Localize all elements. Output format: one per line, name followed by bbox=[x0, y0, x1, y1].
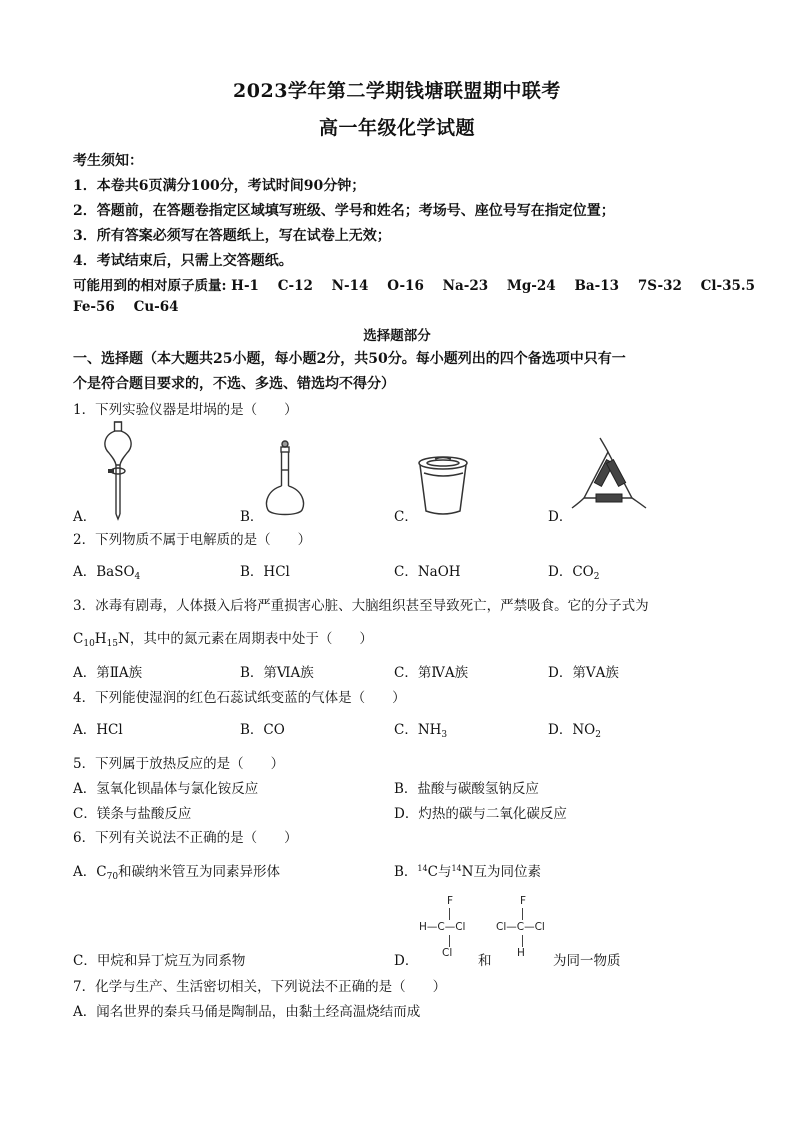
molecule2-bottom-atom: H bbox=[517, 947, 525, 959]
molecule1-middle-row: H—C—Cl bbox=[419, 921, 466, 933]
molecule2-top-atom: F bbox=[519, 895, 527, 907]
q5-option-b: B．盐酸与碳酸氢钠反应 bbox=[394, 781, 539, 797]
q6-option-c: C．甲烷和异丁烷互为同系物 bbox=[73, 953, 246, 969]
q4-option-d: D．$NO_2$ bbox=[548, 722, 601, 740]
q3-option-b: B．第ⅥA族 bbox=[240, 665, 314, 681]
molecule2-bottom-bond bbox=[522, 935, 523, 947]
notice-item-2: 2．答题前，在答题卷指定区域填写班级、学号和姓名；考场号、座位号写在指定位置； bbox=[73, 203, 615, 219]
q1-option-a: A． bbox=[73, 509, 97, 525]
section-intro-line1: 一、选择题（本大题共25小题，每小题2分，共50分。每小题列出的四个备选项中只有一 bbox=[73, 351, 626, 367]
q1-option-d: D． bbox=[548, 509, 573, 525]
q6-stem: 6．下列有关说法不正确的是（ ） bbox=[73, 830, 298, 846]
q2-option-a: A．BaSO$_4$ bbox=[73, 564, 141, 582]
q2-option-c: C．NaOH bbox=[394, 564, 461, 580]
molecule1-top-bond bbox=[449, 908, 450, 920]
q3-option-a: A．第ⅡA族 bbox=[73, 665, 143, 681]
molecule1-top-atom: F bbox=[446, 895, 454, 907]
separatory-funnel-image bbox=[98, 420, 138, 520]
q3-option-c: C．第ⅣA族 bbox=[394, 665, 469, 681]
q4-option-c: C．$NH_3$ bbox=[394, 722, 448, 740]
q5-option-d: D．灼热的碳与二氧化碳反应 bbox=[394, 806, 567, 822]
q2-option-d: D．$CO_2$ bbox=[548, 564, 600, 582]
q5-option-c: C．镁条与盐酸反应 bbox=[73, 806, 192, 822]
molecule1-bottom-bond bbox=[449, 935, 450, 947]
exam-title: 2023学年第二学期钱塘联盟期中联考 bbox=[233, 80, 561, 102]
q3-option-d: D．第ⅤA族 bbox=[548, 665, 619, 681]
q4-stem: 4．下列能使湿润的红色石蕊试纸变蓝的气体是（ ） bbox=[73, 690, 406, 706]
q2-option-b: B．HCl bbox=[240, 564, 290, 580]
molecule2-middle-row: Cl—C—Cl bbox=[496, 921, 545, 933]
q4-option-b: B．CO bbox=[240, 722, 285, 738]
notice-item-3: 3．所有答案必须写在答题纸上，写在试卷上无效； bbox=[73, 228, 391, 244]
molecule2-top-bond bbox=[522, 908, 523, 920]
atomic-masses-line2: Fe-56 Cu-64 bbox=[73, 299, 179, 315]
q6-option-d-tail: 为同一物质 bbox=[553, 953, 621, 969]
notice-item-1: 1．本卷共6页满分100分，考试时间90分钟； bbox=[73, 178, 366, 194]
q6-and: 和 bbox=[478, 953, 492, 969]
clay-triangle-image bbox=[566, 438, 650, 514]
q7-stem: 7．化学与生产、生活密切相关，下列说法不正确的是（ ） bbox=[73, 979, 447, 995]
notice-item-4: 4．考试结束后，只需上交答题纸。 bbox=[73, 253, 293, 269]
q5-option-a: A．氢氧化钡晶体与氯化铵反应 bbox=[73, 781, 259, 797]
q3-stem: 3．冰毒有剧毒，人体摄入后将严重损害心脏、大脑组织甚至导致死亡，严禁吸食。它的分子式为 bbox=[73, 598, 649, 614]
notice-heading: 考生须知： bbox=[73, 153, 143, 169]
crucible-image bbox=[416, 455, 470, 517]
section-intro-line2: 个是符合题目要求的，不选、多选、错选均不得分） bbox=[73, 376, 395, 392]
atomic-masses-line1: 可能用到的相对原子质量: H-1 C-12 N-14 O-16 Na-23 Mg-24 Ba-13 7S-32 Cl-35.5 bbox=[73, 278, 756, 294]
q7-option-a: A．闻名世界的秦兵马俑是陶制品，由黏土经高温烧结而成 bbox=[73, 1004, 421, 1020]
molecule1-bottom-atom: Cl bbox=[442, 947, 453, 959]
q6-option-a: A．$C_{70}$和碳纳米管互为同素异形体 bbox=[73, 864, 281, 882]
exam-subtitle: 高一年级化学试题 bbox=[318, 117, 475, 139]
q6-option-b: B．$^{14}$C与$^{14}$N互为同位素 bbox=[394, 864, 541, 880]
q5-stem: 5．下列属于放热反应的是（ ） bbox=[73, 756, 285, 772]
section-heading: 选择题部分 bbox=[363, 328, 431, 344]
q1-option-b: B． bbox=[240, 509, 264, 525]
q3-stem-cont: $C_{10}H_{15}N$，其中的氮元素在周期表中处于（ ） bbox=[73, 631, 373, 649]
q4-option-a: A．HCl bbox=[73, 722, 123, 738]
q1-option-c: C． bbox=[394, 509, 418, 525]
volumetric-flask-image bbox=[262, 440, 308, 518]
q2-stem: 2．下列物质不属于电解质的是（ ） bbox=[73, 532, 312, 548]
q6-option-d: D． bbox=[394, 953, 419, 969]
q1-stem: 1．下列实验仪器是坩埚的是（ ） bbox=[73, 402, 298, 418]
